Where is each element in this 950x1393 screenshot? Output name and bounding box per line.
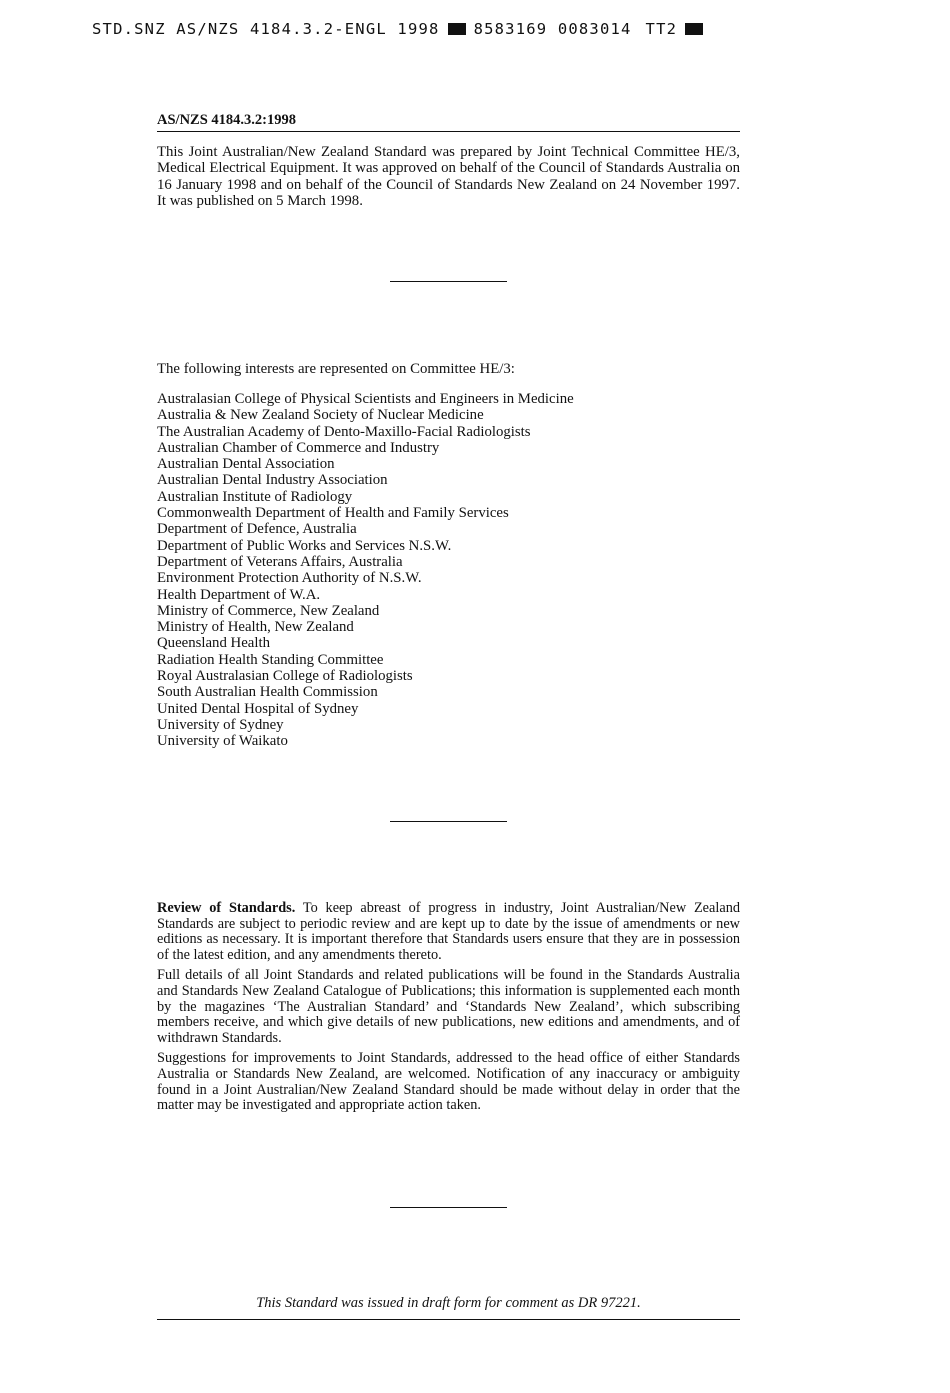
list-item: Environment Protection Authority of N.S.W.	[157, 570, 422, 587]
review-paragraph: Suggestions for improvements to Joint Standards, addressed to the head office of either Standards Australia or Standards New Zealand, are welcomed. Notification of any inaccuracy or ambiguity found in a Joint Australian/New Zealand Standard should be made without delay in order that the matter may be investigated and appropriate action taken.	[157, 1050, 740, 1114]
list-item: Radiation Health Standing Committee	[157, 651, 384, 668]
list-item: Department of Defence, Australia	[157, 521, 357, 538]
list-item: Australian Institute of Radiology	[157, 488, 353, 505]
list-item: Australasian College of Physical Scientists and Engineers in Medicine	[157, 391, 574, 407]
control-code-left: STD.SNZ AS/NZS 4184.3.2-ENGL 1998	[92, 20, 440, 38]
list-item: University of Sydney	[157, 716, 284, 733]
list-item: Commonwealth Department of Health and Family Services	[157, 505, 509, 522]
review-heading: Review of Standards.	[157, 900, 296, 916]
committee-organization-list	[157, 391, 574, 750]
barcode-block-icon	[448, 23, 466, 35]
list-item: Queensland Health	[157, 635, 270, 652]
list-item: United Dental Hospital of Sydney	[157, 700, 359, 717]
list-item: University of Waikato	[157, 733, 288, 750]
control-code-right: TT2	[645, 20, 678, 38]
section-divider	[390, 821, 507, 822]
list-item: South Australian Health Commission	[157, 684, 378, 701]
control-code-middle: 8583169 0083014	[473, 20, 632, 38]
list-item: Australian Dental Association	[157, 456, 335, 473]
document-number: AS/NZS 4184.3.2:1998	[157, 112, 740, 132]
list-item: Royal Australasian College of Radiologists	[157, 668, 413, 685]
list-item: Australian Dental Industry Association	[157, 472, 388, 489]
list-item: Australia & New Zealand Society of Nuclear Medicine	[157, 407, 484, 424]
list-item: Health Department of W.A.	[157, 586, 321, 603]
list-item: Department of Veterans Affairs, Australia	[157, 553, 403, 570]
review-paragraph: Full details of all Joint Standards and related publications will be found in the Standards Australia and Standards New Zealand Catalogue of Publications; this information is supplemented each month by the magazines ‘The Australian Standard’ and ‘Standards New Zealand’, which subscribing members receive, and which give details of new publications, new editions and amendments, and of withdrawn Standards.	[157, 967, 740, 1046]
section-divider	[390, 1207, 507, 1208]
section-divider	[390, 281, 507, 282]
review-of-standards-section	[157, 901, 740, 1119]
review-paragraph	[157, 901, 740, 963]
list-item: Australian Chamber of Commerce and Industry	[157, 439, 440, 456]
preface-paragraph: This Joint Australian/New Zealand Standard was prepared by Joint Technical Committee HE/3, Medical Electrical Equipment. It was approved on behalf of the Council of Standards Australia on 16 January 1998 and on behalf of the Council of Standards New Zealand on 24 November 1997. It was published on 5 March 1998.	[157, 144, 740, 209]
review-paragraph-text: To keep abreast of progress in industry, Joint Australian/New Zealand Standards are subject to periodic review and are kept up to date by the issue of amendments or new editions as necessary. It is important therefore that Standards users ensure that they are in possession of the latest edition, and any amendments thereto.	[157, 900, 740, 963]
draft-note: This Standard was issued in draft form for comment as DR 97221.	[157, 1295, 740, 1320]
list-item: Ministry of Health, New Zealand	[157, 619, 354, 636]
list-item: The Australian Academy of Dento-Maxillo-Facial Radiologists	[157, 423, 531, 440]
list-item: Department of Public Works and Services N.S.W.	[157, 537, 452, 554]
barcode-block-icon	[685, 23, 703, 35]
list-item: Ministry of Commerce, New Zealand	[157, 602, 380, 619]
document-control-code	[92, 20, 792, 38]
committee-intro: The following interests are represented on Committee HE/3:	[157, 361, 515, 377]
